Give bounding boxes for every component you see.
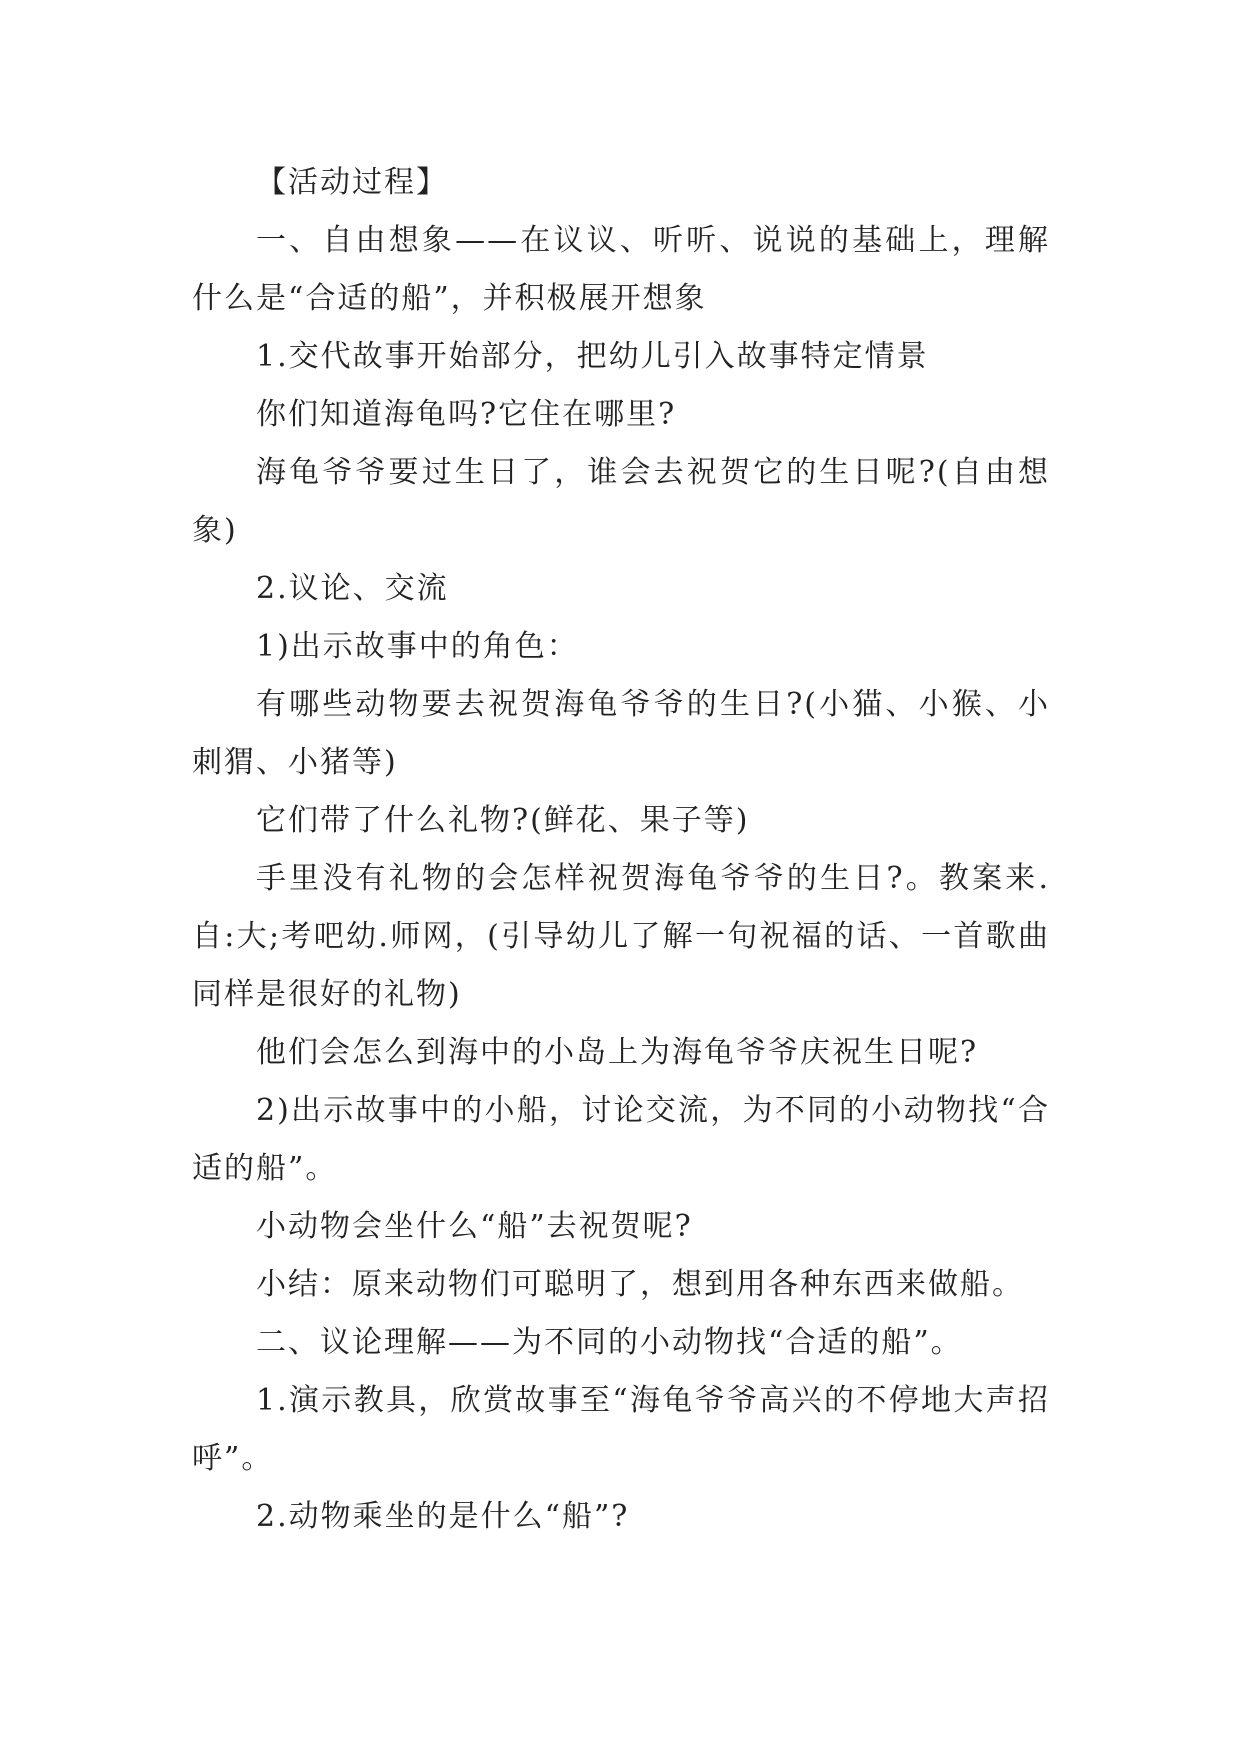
paragraph: 二、议论理解——为不同的小动物找“合适的船”。 bbox=[256, 1325, 963, 1360]
paragraph: 小动物会坐什么“船”去祝贺呢? bbox=[256, 1209, 693, 1244]
document-body bbox=[192, 154, 1050, 1546]
paragraph: 一、自由想象——在议议、听听、说说的基础上，理解什么是“合适的船”，并积极展开想象 bbox=[192, 223, 1050, 316]
paragraph: 手里没有礼物的会怎样祝贺海龟爷爷的生日?。教案来.自:大;考吧幼.师网，(引导幼儿了解一句祝福的话、一首歌曲同样是很好的礼物) bbox=[192, 861, 1050, 1012]
paragraph: 1.交代故事开始部分，把幼儿引入故事特定情景 bbox=[256, 339, 929, 374]
paragraph: 2)出示故事中的小船，讨论交流，为不同的小动物找“合适的船”。 bbox=[192, 1093, 1050, 1186]
paragraph: 他们会怎么到海中的小岛上为海龟爷爷庆祝生日呢? bbox=[256, 1035, 979, 1070]
paragraph: 2.议论、交流 bbox=[256, 571, 449, 606]
paragraph: 你们知道海龟吗?它住在哪里? bbox=[256, 397, 677, 432]
paragraph: 有哪些动物要去祝贺海龟爷爷的生日?(小猫、小猴、小刺猬、小猪等) bbox=[192, 687, 1050, 780]
paragraph: 它们带了什么礼物?(鲜花、果子等) bbox=[256, 803, 750, 838]
section-heading: 【活动过程】 bbox=[256, 165, 448, 200]
paragraph: 2.动物乘坐的是什么“船”? bbox=[256, 1499, 630, 1534]
paragraph: 1)出示故事中的角色： bbox=[256, 629, 579, 664]
paragraph: 海龟爷爷要过生日了，谁会去祝贺它的生日呢?(自由想象) bbox=[192, 455, 1050, 548]
paragraph: 1.演示教具，欣赏故事至“海龟爷爷高兴的不停地大声招呼”。 bbox=[192, 1383, 1050, 1476]
paragraph: 小结：原来动物们可聪明了，想到用各种东西来做船。 bbox=[256, 1267, 1024, 1302]
